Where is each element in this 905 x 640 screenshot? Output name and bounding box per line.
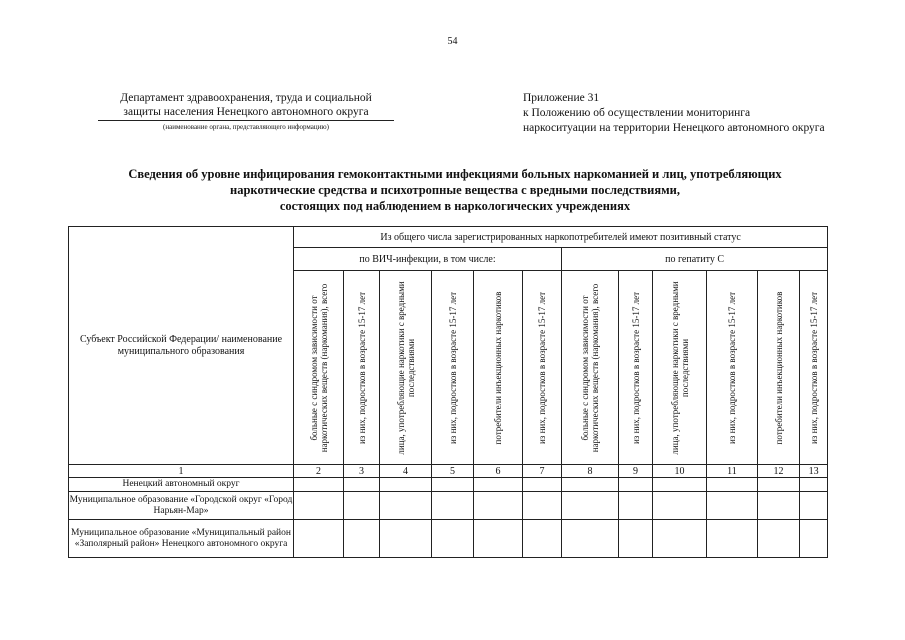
row-label: Муниципальное образование «Городской округ «Город Нарьян-Мар» [69, 492, 294, 520]
data-cell [380, 478, 432, 492]
data-cell [523, 520, 562, 558]
column-header [432, 271, 474, 465]
data-cell [523, 478, 562, 492]
data-cell [707, 478, 758, 492]
column-header [653, 271, 707, 465]
column-header [707, 271, 758, 465]
column-number: 8 [562, 465, 619, 478]
data-cell [707, 520, 758, 558]
appendix-block [523, 91, 883, 136]
positive-status-header: Из общего числа зарегистрированных наркопотребителей имеют позитивный статус [294, 227, 828, 248]
title-line-1: Сведения об уровне инфицирования гемоконтактными инфекциями больных наркоманией и лиц, употребляющих [128, 167, 782, 181]
column-header-text: из них, подростков в возрасте 15-17 лет [808, 291, 819, 444]
hiv-header: по ВИЧ-инфекции, в том числе: [294, 248, 562, 271]
data-cell [800, 520, 828, 558]
table-row [69, 520, 828, 558]
column-header-text: потребители инъекционных наркотиков [773, 291, 784, 444]
data-cell [619, 520, 653, 558]
data-cell [653, 492, 707, 520]
column-header [380, 271, 432, 465]
column-number: 2 [294, 465, 344, 478]
column-header [344, 271, 380, 465]
data-cell [474, 520, 523, 558]
column-number: 11 [707, 465, 758, 478]
row-label: Ненецкий автономный округ [69, 478, 294, 492]
data-cell [758, 520, 800, 558]
data-cell [344, 492, 380, 520]
appendix-line-3: наркоситуации на территории Ненецкого автономного округа [523, 122, 825, 134]
data-cell [474, 478, 523, 492]
column-number: 12 [758, 465, 800, 478]
data-cell [294, 492, 344, 520]
column-header-text: из них, подростков в возрасте 15-17 лет [356, 291, 367, 444]
column-number: 3 [344, 465, 380, 478]
data-cell [707, 492, 758, 520]
column-number: 9 [619, 465, 653, 478]
title-line-2: наркотические средства и психотропные вещества с вредными последствиями, [230, 183, 680, 197]
page-number: 54 [447, 36, 458, 47]
data-cell [474, 492, 523, 520]
data-cell [758, 492, 800, 520]
data-cell [432, 492, 474, 520]
subject-column-header: Субъект Российской Федерации/ наименование муниципального образования [69, 227, 294, 465]
data-cell [432, 478, 474, 492]
data-cell [344, 520, 380, 558]
column-number: 6 [474, 465, 523, 478]
column-header [562, 271, 619, 465]
column-number: 1 [69, 465, 294, 478]
data-cell [432, 520, 474, 558]
column-header-text: потребители инъекционных наркотиков [493, 291, 503, 444]
column-number: 4 [380, 465, 432, 478]
table-row [69, 478, 828, 492]
column-header [800, 271, 828, 465]
column-header-text: из них, подростков в возрасте 15-17 лет [537, 291, 547, 444]
data-cell [758, 478, 800, 492]
table-row [69, 492, 828, 520]
column-number: 7 [523, 465, 562, 478]
column-header-text: больные с синдромом зависимости от наркотических веществ (наркомания), всего [308, 283, 329, 452]
column-number: 5 [432, 465, 474, 478]
document-title [60, 166, 850, 214]
title-line-3: состоящих под наблюдением в наркологических учреждениях [279, 199, 631, 213]
hepatitis-c-header: по гепатиту С [562, 248, 828, 271]
row-label: Муниципальное образование «Муниципальный район «Заполярный район» Ненецкого автономного округа [69, 520, 294, 558]
data-cell [619, 478, 653, 492]
data-cell [344, 478, 380, 492]
column-number-row [69, 465, 828, 478]
column-header [474, 271, 523, 465]
column-header [758, 271, 800, 465]
column-header-text: лица, употребляющие наркотики с вредными последствиями [669, 280, 690, 455]
org-name-line-2: защиты населения Ненецкого автономного округа [98, 105, 394, 121]
data-cell [294, 520, 344, 558]
column-header-text: из них, подростков в возрасте 15-17 лет [630, 291, 641, 444]
data-cell [619, 492, 653, 520]
data-cell [562, 478, 619, 492]
column-header [294, 271, 344, 465]
appendix-line-1: Приложение 31 [523, 92, 600, 104]
column-header-text: из них, подростков в возрасте 15-17 лет [727, 291, 737, 444]
data-cell [562, 492, 619, 520]
column-number: 13 [800, 465, 828, 478]
column-header-text: больные с синдромом зависимости от наркотических веществ (наркомания), всего [580, 283, 600, 452]
data-cell [380, 520, 432, 558]
appendix-line-2: к Положению об осуществлении мониторинга [523, 107, 751, 119]
column-header-text: лица, употребляющие наркотики с вредными последствиями [395, 280, 416, 455]
data-cell [523, 492, 562, 520]
org-name-hint: (наименование органа, представляющего информацию) [163, 123, 329, 131]
data-cell [653, 520, 707, 558]
data-cell [800, 478, 828, 492]
report-table [68, 226, 828, 558]
data-cell [562, 520, 619, 558]
organization-block [98, 91, 394, 132]
data-cell [380, 492, 432, 520]
column-header [619, 271, 653, 465]
column-header [523, 271, 562, 465]
org-name-line-1: Департамент здравоохранения, труда и социальной [120, 92, 372, 104]
data-cell [294, 478, 344, 492]
column-header-text: из них, подростков в возрасте 15-17 лет [447, 291, 458, 444]
column-number: 10 [653, 465, 707, 478]
data-cell [653, 478, 707, 492]
data-cell [800, 492, 828, 520]
